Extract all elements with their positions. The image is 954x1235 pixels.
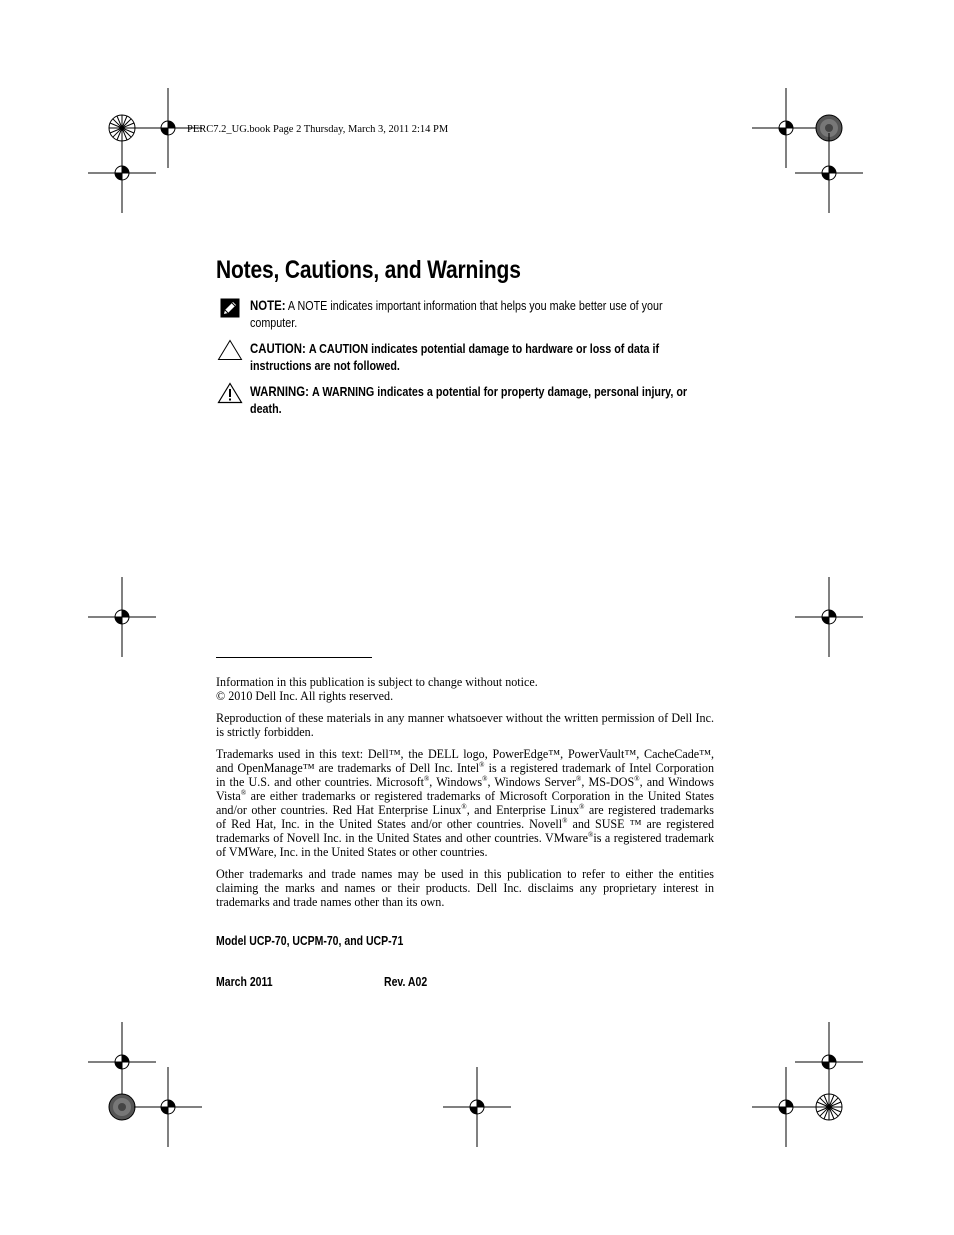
- warning-notice: [250, 383, 704, 417]
- page-title: Notes, Cautions, and Warnings: [216, 256, 521, 284]
- book-slug: PERC7.2_UG.book Page 2 Thursday, March 3, 2011 2:14 PM: [187, 124, 449, 135]
- copyright-line: © 2010 Dell Inc. All rights reserved.: [216, 689, 394, 703]
- note-pencil-icon: [220, 298, 240, 318]
- note-label: NOTE:: [250, 298, 286, 313]
- footnote-rule: [216, 657, 372, 658]
- note-notice: [250, 297, 704, 331]
- info-line-1: Information in this publication is subject to change without notice.: [216, 675, 538, 689]
- note-text: A NOTE indicates important information that helps you make better use of your computer.: [250, 298, 663, 330]
- trademarks-paragraph: Trademarks used in this text: Dell™, the DELL logo, PowerEdge™, PowerVault™, CacheCade™, and OpenManage™ are trademarks of Dell Inc. Intel® is a registered trademark of Intel Corporation in the U.S. and other countries. Microsoft®, Windows®, Windows Server®, MS-DOS®, and Windows Vista® are either trademarks or registered trademarks of Microsoft Corporation in the United States and/or other countries. Red Hat Enterprise Linux®, and Enterprise Linux® are registered trademarks of Red Hat, Inc. in the United States and/or other countries. Novell® and SUSE ™ are registered trademarks of Novell Inc. in the United States and other countries. VMware®is a registered trademark of VMWare, Inc. in the United States or other countries.: [216, 747, 715, 859]
- info-paragraph: [216, 675, 714, 703]
- caution-text: A CAUTION indicates potential damage to hardware or loss of data if instructions are not followed.: [250, 341, 660, 373]
- publication-date: March 2011: [216, 975, 273, 989]
- warning-exclamation-icon: [217, 382, 243, 404]
- revision-label: Rev. A02: [384, 975, 428, 989]
- warning-label: WARNING:: [250, 384, 309, 399]
- reproduction-paragraph: Reproduction of these materials in any manner whatsoever without the written permission of Dell Inc. is strictly forbidden.: [216, 711, 714, 739]
- other-trademarks-paragraph: Other trademarks and trade names may be used in this publication to refer to either the entities claiming the marks and names or their products. Dell Inc. disclaims any proprietary interest in trademarks and trade names other than its own.: [216, 867, 714, 909]
- caution-notice: [250, 340, 704, 374]
- warning-text: A WARNING indicates a potential for property damage, personal injury, or death.: [250, 384, 688, 416]
- model-line: Model UCP-70, UCPM-70, and UCP-71: [216, 934, 404, 948]
- caution-label: CAUTION:: [250, 341, 306, 356]
- caution-triangle-icon: [217, 339, 243, 361]
